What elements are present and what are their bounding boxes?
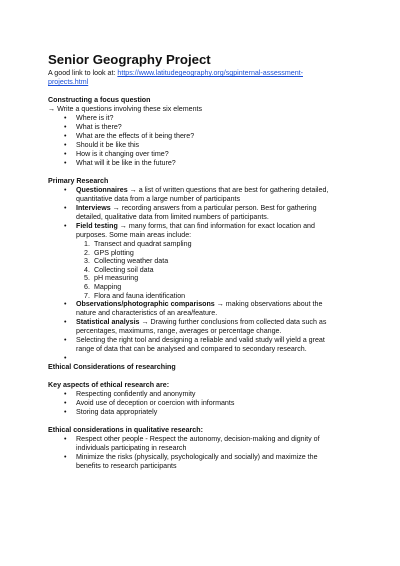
respect-item [48, 435, 360, 453]
observations-text: → making observations about the [214, 300, 323, 309]
list-item: • What are the effects of it being there? [48, 132, 360, 141]
list-item: 3. Collecting weather data [84, 257, 169, 266]
intro-line [48, 69, 360, 78]
empty-list-item [48, 354, 360, 363]
key-aspects-list [48, 390, 360, 417]
list-item: 4. Collecting soil data [84, 265, 154, 274]
field-testing-areas [48, 240, 360, 300]
key-aspects-heading: Key aspects of ethical research are: [48, 381, 170, 390]
resource-link-continued[interactable]: projects.html [48, 78, 89, 86]
respect-text-2: individuals participating in research [76, 444, 187, 453]
list-item: • Storing data appropriately [48, 408, 360, 417]
statistical-analysis-item [48, 318, 360, 336]
primary-research-list-continued [48, 300, 360, 363]
interviews-item [48, 204, 360, 222]
interviews-term: Interviews [76, 204, 111, 212]
list-item: • What will it be like in the future? [48, 159, 360, 168]
field-testing-item [48, 222, 360, 240]
focus-list [48, 114, 360, 168]
questionnaires-term: Questionnaires [76, 186, 128, 194]
list-item: 2. GPS plotting [84, 248, 134, 257]
qualitative-heading: Ethical considerations in qualitative research: [48, 426, 203, 435]
interviews-text-2: detailed, qualitative data from limited numbers of participants. [76, 213, 269, 221]
statistical-analysis-text-2: percentages, maximums, range, averages or percentage change. [76, 327, 282, 336]
list-item: 7. Flora and fauna identification [84, 291, 186, 300]
qualitative-list [48, 435, 360, 471]
list-item: • What is there? [48, 123, 360, 132]
selecting-text-2: range of data that can be analysed and compared to secondary research. [76, 345, 307, 354]
area-label: Collecting soil data [94, 265, 154, 274]
focus-heading: Constructing a focus question [48, 96, 151, 104]
observations-term: Observations/photographic comparisons [76, 300, 215, 309]
minimize-risks-item [48, 453, 360, 471]
area-label: Collecting weather data [94, 257, 169, 266]
field-testing-text: → many forms, that can find information for exact location and [117, 222, 315, 230]
ethical-heading: Ethical Considerations of researching [48, 363, 176, 372]
primary-research-list [48, 186, 360, 240]
resource-link[interactable]: https://www.latitudegeography.org/sgpinternal-assessment- [117, 69, 303, 77]
observations-item [48, 300, 360, 318]
minimize-text: Minimize the risks (physically, psychologically and socially) and maximize the [76, 453, 318, 462]
questionnaires-text-2: quantitative data from a large number of participants [76, 195, 241, 203]
area-label: GPS plotting [94, 248, 134, 257]
questionnaires-text: → a list of written questions that are best for gathering detailed, [127, 186, 329, 194]
list-item: 5. pH measuring [84, 274, 139, 283]
observations-text-2: nature and characteristics of an area/feature. [76, 309, 218, 318]
intro-line-2 [48, 78, 360, 87]
field-testing-term: Field testing [76, 222, 118, 230]
respect-text: Respect other people - Respect the autonomy, decision-making and dignity of [76, 435, 320, 444]
interviews-text: → recording answers from a particular person. Best for gathering [110, 204, 317, 212]
selecting-text: Selecting the right tool and designing a reliable and valid study will yield a great [76, 336, 325, 345]
area-label: Transect and quadrat sampling [94, 240, 192, 248]
list-item: • Where is it? [48, 114, 360, 123]
list-item: • Should it be like this [48, 141, 360, 150]
statistical-analysis-term: Statistical analysis [76, 318, 140, 327]
statistical-analysis-text: → Drawing further conclusions from collected data such as [139, 318, 327, 327]
list-item: • How is it changing over time? [48, 150, 360, 159]
list-item: • Avoid use of deception or coercion with informants [48, 399, 360, 408]
questionnaires-item [48, 186, 360, 204]
minimize-text-2: benefits to research participants [76, 462, 177, 471]
area-label: Mapping [94, 282, 122, 291]
list-item: 6. Mapping [84, 282, 122, 291]
list-item: • Respecting confidently and anonymity [48, 390, 360, 399]
selecting-tool-item [48, 336, 360, 354]
field-testing-text-2: purposes. Some main areas include: [76, 231, 192, 239]
area-label: pH measuring [94, 274, 139, 283]
area-label: Flora and fauna identification [94, 291, 186, 300]
list-item: 1. Transect and quadrat sampling [84, 240, 192, 248]
intro-prefix: A good link to look at: [48, 69, 118, 77]
page-title: Senior Geography Project [48, 52, 211, 67]
focus-lead: → Write a questions involving these six elements [48, 105, 203, 113]
primary-research-heading: Primary Research [48, 177, 109, 185]
